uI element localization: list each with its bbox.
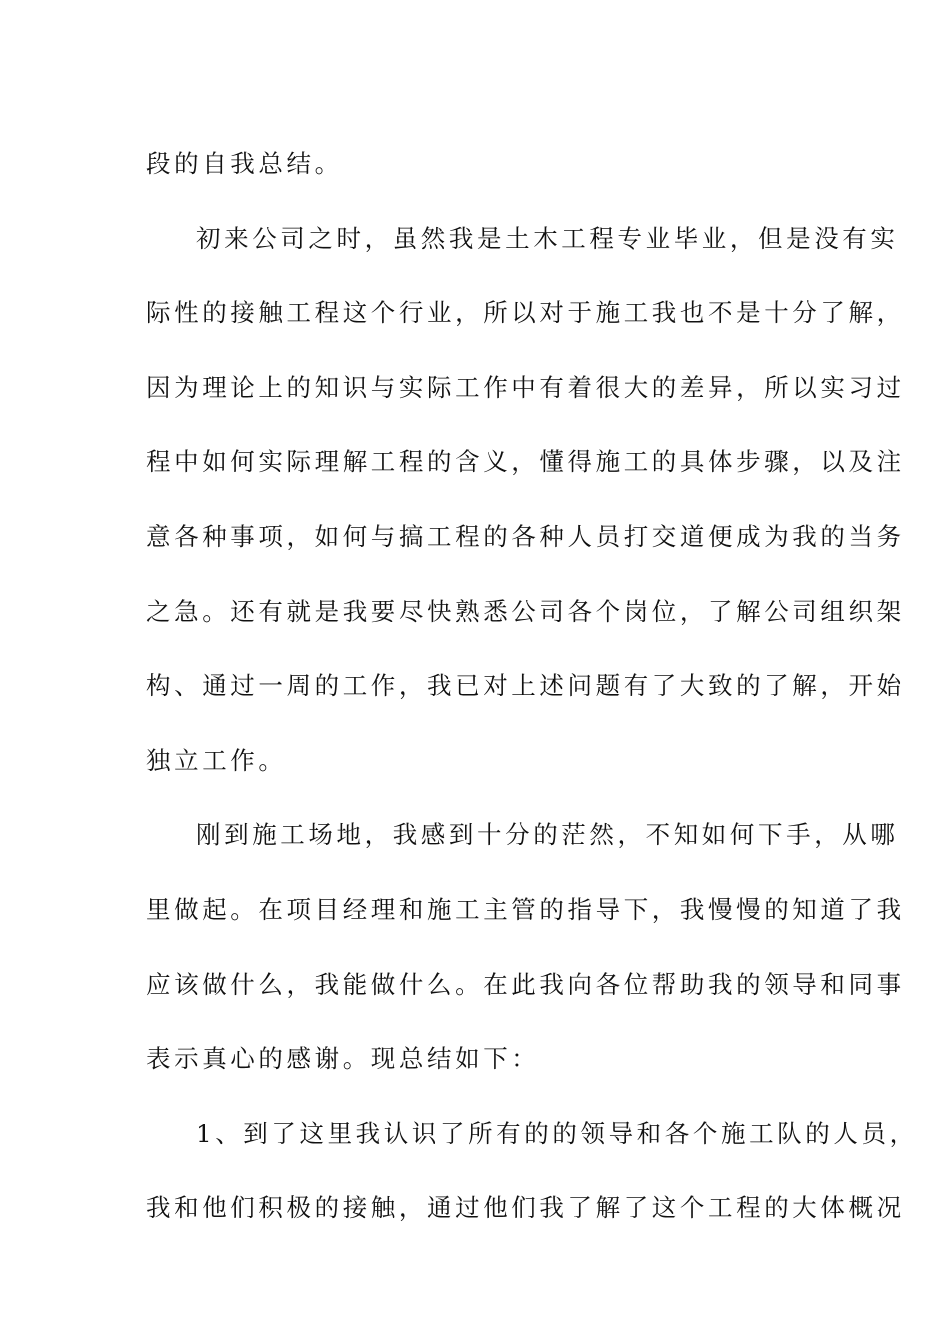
text-line: 程中如何实际理解工程的含义，懂得施工的具体步骤，以及注 <box>146 447 905 477</box>
paragraph-first-line: 初来公司之时，虽然我是土木工程专业毕业，但是没有实 <box>196 223 899 253</box>
paragraph-first-line: 1、到了这里我认识了所有的的领导和各个施工队的人员， <box>196 1118 918 1148</box>
text-line: 里做起。在项目经理和施工主管的指导下，我慢慢的知道了我 <box>146 894 905 924</box>
text-line: 独立工作。 <box>146 745 287 775</box>
text-line: 构、通过一周的工作，我已对上述问题有了大致的了解，开始 <box>146 671 905 701</box>
text-line: 应该做什么，我能做什么。在此我向各位帮助我的领导和同事 <box>146 969 905 999</box>
text-line: 意各种事项，如何与搞工程的各种人员打交道便成为我的当务 <box>146 521 905 551</box>
paragraph-first-line: 刚到施工场地，我感到十分的茫然，不知如何下手，从哪 <box>196 820 899 850</box>
text-line: 因为理论上的知识与实际工作中有着很大的差异，所以实习过 <box>146 372 905 402</box>
text-line: 之急。还有就是我要尽快熟悉公司各个岗位，了解公司组织架 <box>146 596 905 626</box>
body-text <box>146 127 918 1246</box>
text-line: 表示真心的感谢。现总结如下： <box>146 1044 540 1074</box>
text-line: 我和他们积极的接触，通过他们我了解了这个工程的大体概况 <box>146 1193 905 1223</box>
text-line: 段的自我总结。 <box>146 149 343 178</box>
text-line: 际性的接触工程这个行业，所以对于施工我也不是十分了解， <box>146 298 905 328</box>
